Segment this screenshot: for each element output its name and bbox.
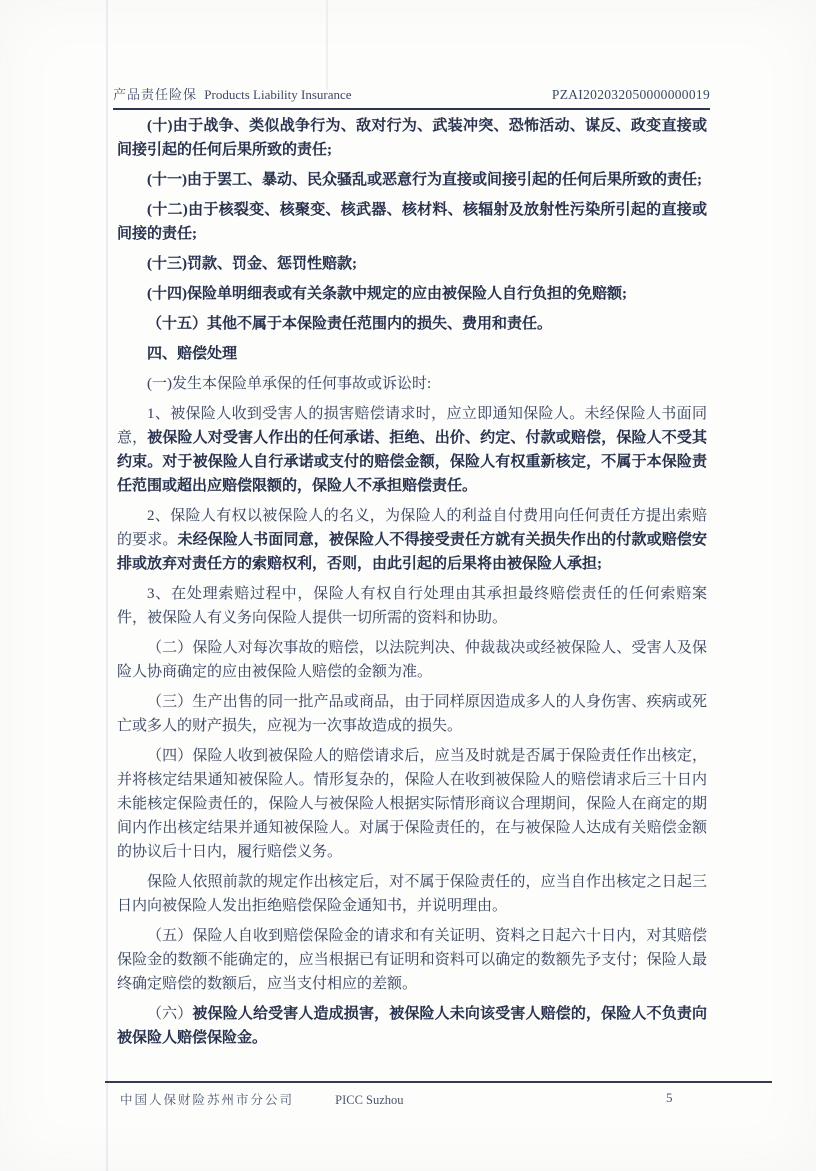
- scan-artifact-line: [106, 0, 108, 1171]
- scan-artifact-line-top: [326, 0, 328, 90]
- paragraph: (十二)由于核裂变、核聚变、核武器、核材料、核辐射及放射性污染所引起的直接或间接的责任;: [117, 202, 707, 242]
- footer-rule: [105, 1081, 772, 1083]
- header-title-zh: 产品责任险保: [113, 87, 198, 102]
- footer-company-zh: 中国人保财险苏州市分公司: [120, 1093, 295, 1107]
- page-footer: [120, 1090, 772, 1108]
- header-title: [113, 84, 352, 103]
- paragraph: 2、保险人有权以被保险人的名义，为保险人的利益自付费用向任何责任方提出索赔的要求。未经保险人书面同意，被保险人不得接受责任方就有关损失作出的付款或赔偿安排或放弃对责任方的索赔权利，否则，由此引起的后果将由被保险人承担;: [117, 508, 707, 572]
- paragraph: (一)发生本保险单承保的任何事故或诉讼时:: [147, 376, 432, 392]
- paragraph: （三）生产出售的同一批产品或商品，由于同样原因造成多人的人身伤害、疾病或死亡或多人的财产损失，应视为一次事故造成的损失。: [117, 694, 707, 734]
- paragraph: （四）保险人收到被保险人的赔偿请求后，应当及时就是否属于保险责任作出核定，并将核定结果通知被保险人。情形复杂的，保险人在收到被保险人的赔偿请求后三十日内未能核定保险责任的，保险人与被保险人根据实际情形商议合理期间，保险人在商定的期间内作出核定结果并通知被保险人。对属于保险责任的，在与被保险人达成有关赔偿金额的协议后十日内，履行赔偿义务。: [117, 748, 707, 860]
- document-body: [117, 114, 707, 1056]
- header-title-en: Products Liability Insurance: [204, 87, 352, 102]
- footer-company-en: PICC Suzhou: [335, 1093, 404, 1107]
- paragraph: （五）保险人自收到赔偿保险金的请求和有关证明、资料之日起六十日内，对其赔偿保险金的数额不能确定的，应当根据已有证明和资料可以确定的数额先予支付；保险人最终确定赔偿的数额后，应当支付相应的差额。: [117, 928, 707, 992]
- section-heading: 四、赔偿处理: [147, 346, 238, 362]
- paragraph: （六）被保险人给受害人造成损害，被保险人未向该受害人赔偿的，保险人不负责向被保险人赔偿保险金。: [117, 1006, 707, 1046]
- paragraph: 保险人依照前款的规定作出核定后，对不属于保险责任的，应当自作出核定之日起三日内向被保险人发出拒绝赔偿保险金通知书，并说明理由。: [117, 874, 707, 914]
- paragraph: 3、在处理索赔过程中，保险人有权自行处理由其承担最终赔偿责任的任何索赔案件，被保险人有义务向保险人提供一切所需的资料和协助。: [117, 586, 707, 626]
- paragraph: （二）保险人对每次事故的赔偿，以法院判决、仲裁裁决或经被保险人、受害人及保险人协商确定的应由被保险人赔偿的金额为准。: [117, 640, 707, 680]
- footer-page-number: 5: [666, 1090, 673, 1105]
- paragraph: (十一)由于罢工、暴动、民众骚乱或恶意行为直接或间接引起的任何后果所致的责任;: [147, 172, 702, 188]
- header-doc-number: PZAI202032050000000019: [551, 87, 710, 102]
- paragraph: 1、被保险人收到受害人的损害赔偿请求时，应立即通知保险人。未经保险人书面同意，被保险人对受害人作出的任何承诺、拒绝、出价、约定、付款或赔偿，保险人不受其约束。对于被保险人自行承诺或支付的赔偿金额，保险人有权重新核定，不属于本保险责任范围或超出应赔偿限额的，保险人不承担赔偿责任。: [117, 406, 707, 494]
- paragraph: (十)由于战争、类似战争行为、敌对行为、武装冲突、恐怖活动、谋反、政变直接或间接引起的任何后果所致的责任;: [117, 118, 707, 158]
- paragraph: (十三)罚款、罚金、惩罚性赔款;: [147, 256, 357, 272]
- paragraph: (十四)保险单明细表或有关条款中规定的应由被保险人自行负担的免赔额;: [147, 286, 627, 302]
- page-header: [113, 84, 710, 110]
- paragraph: （十五）其他不属于本保险责任范围内的损失、费用和责任。: [147, 316, 553, 332]
